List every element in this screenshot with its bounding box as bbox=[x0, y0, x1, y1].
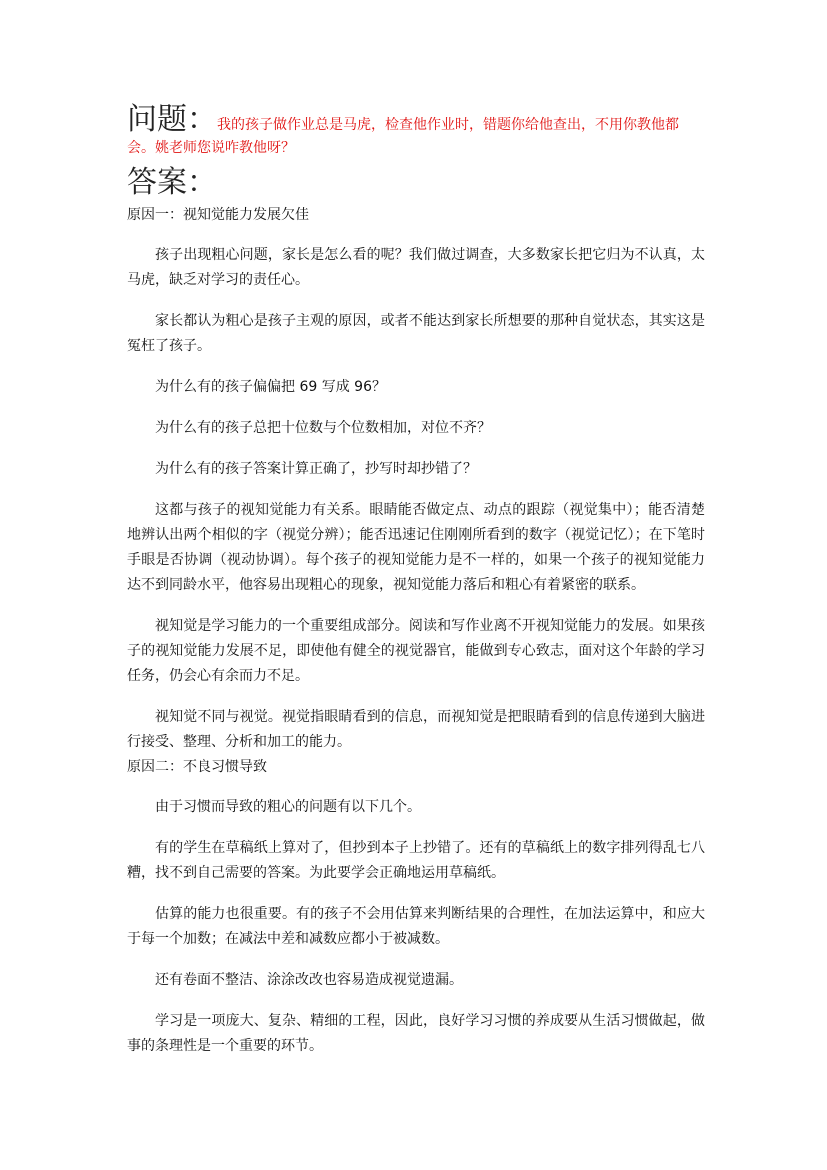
reason-two-heading: 原因二：不良习惯导致 bbox=[127, 759, 267, 775]
spacer bbox=[127, 227, 705, 243]
spacer bbox=[127, 441, 705, 457]
paragraph: 估算的能力也很重要。有的孩子不会用估算来判断结果的合理性，在加法运算中，和应大于每一个加数；在减法中差和减数应都小于被减数。 bbox=[127, 906, 705, 947]
spacer bbox=[127, 359, 705, 375]
paragraph: 由于习惯而导致的粗心的问题有以下几个。 bbox=[155, 799, 421, 815]
question-text-line1: 我的孩子做作业总是马虎，检查他作业时，错题你给他查出，不用你教他都 bbox=[217, 117, 679, 133]
question-text-line2: 会。姚老师您说咋教他呀？ bbox=[127, 140, 295, 156]
paragraph: 为什么有的孩子总把十位数与个位数相加，对位不齐？ bbox=[155, 420, 491, 436]
spacer bbox=[127, 886, 705, 902]
question-title: 问题： bbox=[127, 102, 217, 137]
paragraph: 孩子出现粗心问题，家长是怎么看的呢？我们做过调查，大多数家长把它归为不认真，太马虎，缺乏对学习的责任心。 bbox=[127, 247, 705, 288]
paragraph: 视知觉不同与视觉。视觉指眼睛看到的信息，而视知觉是把眼睛看到的信息传递到大脑进行接受、整理、分析和加工的能力。 bbox=[127, 709, 705, 750]
paragraph: 为什么有的孩子偏偏把 69 写成 96？ bbox=[155, 379, 386, 395]
document-content bbox=[127, 104, 705, 1059]
spacer bbox=[127, 952, 705, 968]
spacer bbox=[127, 820, 705, 836]
reason-one-heading: 原因一：视知觉能力发展欠佳 bbox=[127, 207, 309, 223]
paragraph: 有的学生在草稿纸上算对了，但抄到本子上抄错了。还有的草稿纸上的数字排列得乱七八糟，找不到自己需要的答案。为此要学会正确地运用草稿纸。 bbox=[127, 840, 705, 881]
paragraph: 家长都认为粗心是孩子主观的原因，或者不能达到家长所想要的那种自觉状态，其实这是冤枉了孩子。 bbox=[127, 313, 705, 354]
paragraph: 这都与孩子的视知觉能力有关系。眼睛能否做定点、动点的跟踪（视觉集中）；能否清楚地辨认出两个相似的字（视觉分辨）；能否迅速记住刚刚所看到的数字（视觉记忆）；在下笔时手眼是否协调（视动协调）。每个孩子的视知觉能力是不一样的，如果一个孩子的视知觉能力达不到同龄水平，他容易出现粗心的现象，视知觉能力落后和粗心有着紧密的联系。 bbox=[127, 502, 705, 593]
spacer bbox=[127, 400, 705, 416]
spacer bbox=[127, 293, 705, 309]
paragraph: 还有卷面不整洁、涂涂改改也容易造成视觉遗漏。 bbox=[155, 972, 463, 988]
spacer bbox=[127, 598, 705, 614]
spacer bbox=[127, 779, 705, 795]
spacer bbox=[127, 482, 705, 498]
answer-title: 答案： bbox=[127, 165, 217, 200]
paragraph: 学习是一项庞大、复杂、精细的工程，因此，良好学习习惯的养成要从生活习惯做起，做事的条理性是一个重要的环节。 bbox=[127, 1013, 705, 1054]
paragraph: 为什么有的孩子答案计算正确了，抄写时却抄错了？ bbox=[155, 461, 477, 477]
paragraph: 视知觉是学习能力的一个重要组成部分。阅读和写作业离不开视知觉能力的发展。如果孩子的视知觉能力发展不足，即使他有健全的视觉器官，能做到专心致志，面对这个年龄的学习任务，仍会心有余而力不足。 bbox=[127, 618, 705, 684]
spacer bbox=[127, 689, 705, 705]
spacer bbox=[127, 993, 705, 1009]
